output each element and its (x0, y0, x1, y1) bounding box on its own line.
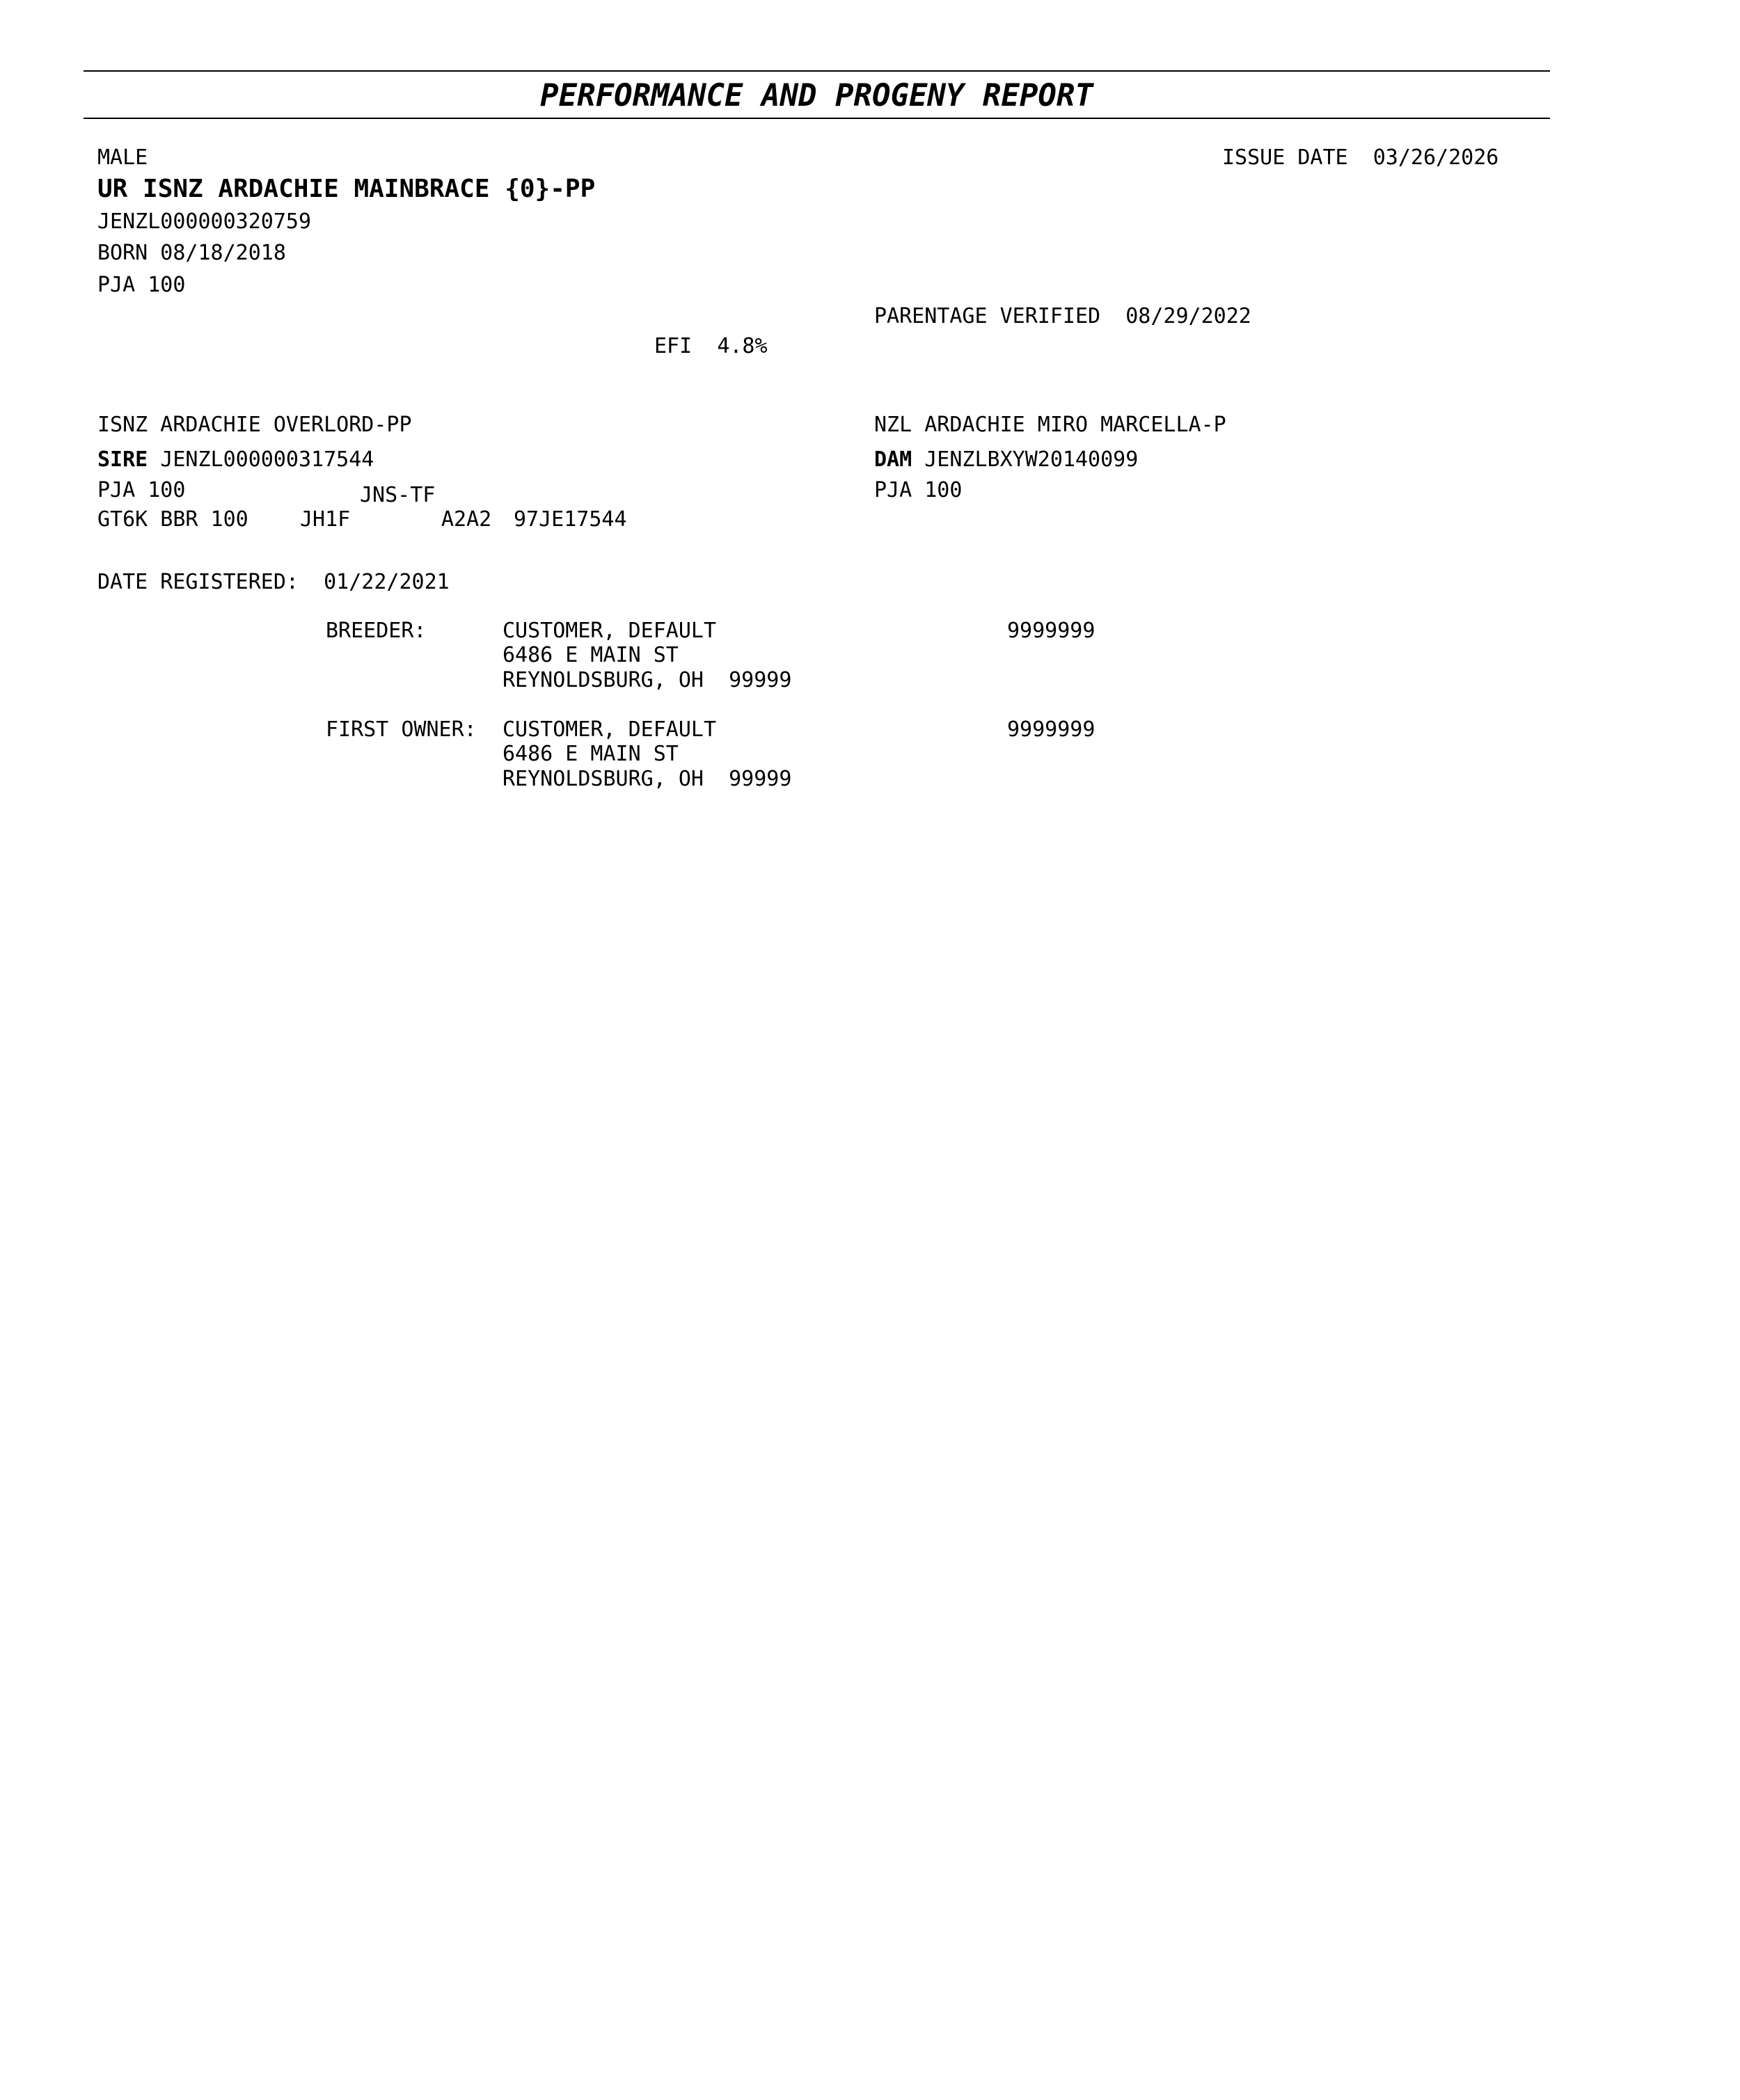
report-title: PERFORMANCE AND PROGENY REPORT (540, 78, 1093, 113)
sire-gt6k: GT6K BBR 100 (97, 507, 248, 532)
dam-id-line (874, 447, 1139, 472)
sire-pja: PJA 100 (97, 478, 186, 502)
registration-id: JENZL000000320759 (97, 209, 312, 234)
first-owner-number: 9999999 (1007, 717, 1096, 742)
efi (654, 336, 768, 357)
header-top-rule (84, 70, 1550, 72)
breeder-city: REYNOLDSBURG, OH 99999 (503, 668, 792, 692)
animal-name: UR ISNZ ARDACHIE MAINBRACE {0}-PP (97, 175, 596, 203)
breeder-street: 6486 E MAIN ST (503, 643, 679, 667)
dam-name: NZL ARDACHIE MIRO MARCELLA-P (874, 413, 1226, 437)
date-registered-value: 01/22/2021 (324, 570, 450, 594)
sire-label: SIRE (97, 447, 148, 472)
sex-label: MALE (97, 145, 148, 170)
sire-id: JENZL000000317544 (160, 447, 374, 472)
first-owner-name: CUSTOMER, DEFAULT (503, 717, 717, 742)
breeder-name: CUSTOMER, DEFAULT (503, 619, 717, 643)
sire-a2a2: A2A2 (441, 507, 492, 532)
sire-code: JNS-TF (360, 483, 436, 507)
parentage-verified-label: PARENTAGE VERIFIED (874, 304, 1101, 328)
parentage-verified-date: 08/29/2022 (1125, 304, 1251, 328)
sire-jh1f: JH1F (300, 507, 351, 532)
issue-date-value: 03/26/2026 (1373, 145, 1499, 170)
breeder-number: 9999999 (1007, 619, 1096, 643)
dam-id: JENZLBXYW20140099 (924, 447, 1139, 472)
parentage-verified (874, 306, 1251, 327)
dam-pja: PJA 100 (874, 478, 963, 502)
sire-id-line (97, 447, 374, 472)
efi-label: EFI (654, 334, 693, 358)
date-registered-label: DATE REGISTERED: (97, 570, 299, 594)
first-owner-street: 6486 E MAIN ST (503, 742, 679, 766)
born-date: BORN 08/18/2018 (97, 241, 286, 265)
efi-value: 4.8% (717, 334, 768, 358)
issue-date (1222, 145, 1499, 170)
sire-naab: 97JE17544 (514, 507, 627, 532)
sire-name: ISNZ ARDACHIE OVERLORD-PP (97, 413, 412, 437)
header-bottom-rule (84, 118, 1550, 119)
issue-date-label: ISSUE DATE (1222, 145, 1348, 170)
dam-label: DAM (874, 447, 912, 472)
date-registered (97, 572, 450, 593)
first-owner-label: FIRST OWNER: (326, 717, 477, 742)
breeder-label: BREEDER: (326, 619, 427, 643)
first-owner-city: REYNOLDSBURG, OH 99999 (503, 767, 792, 791)
animal-pja: PJA 100 (97, 273, 186, 297)
